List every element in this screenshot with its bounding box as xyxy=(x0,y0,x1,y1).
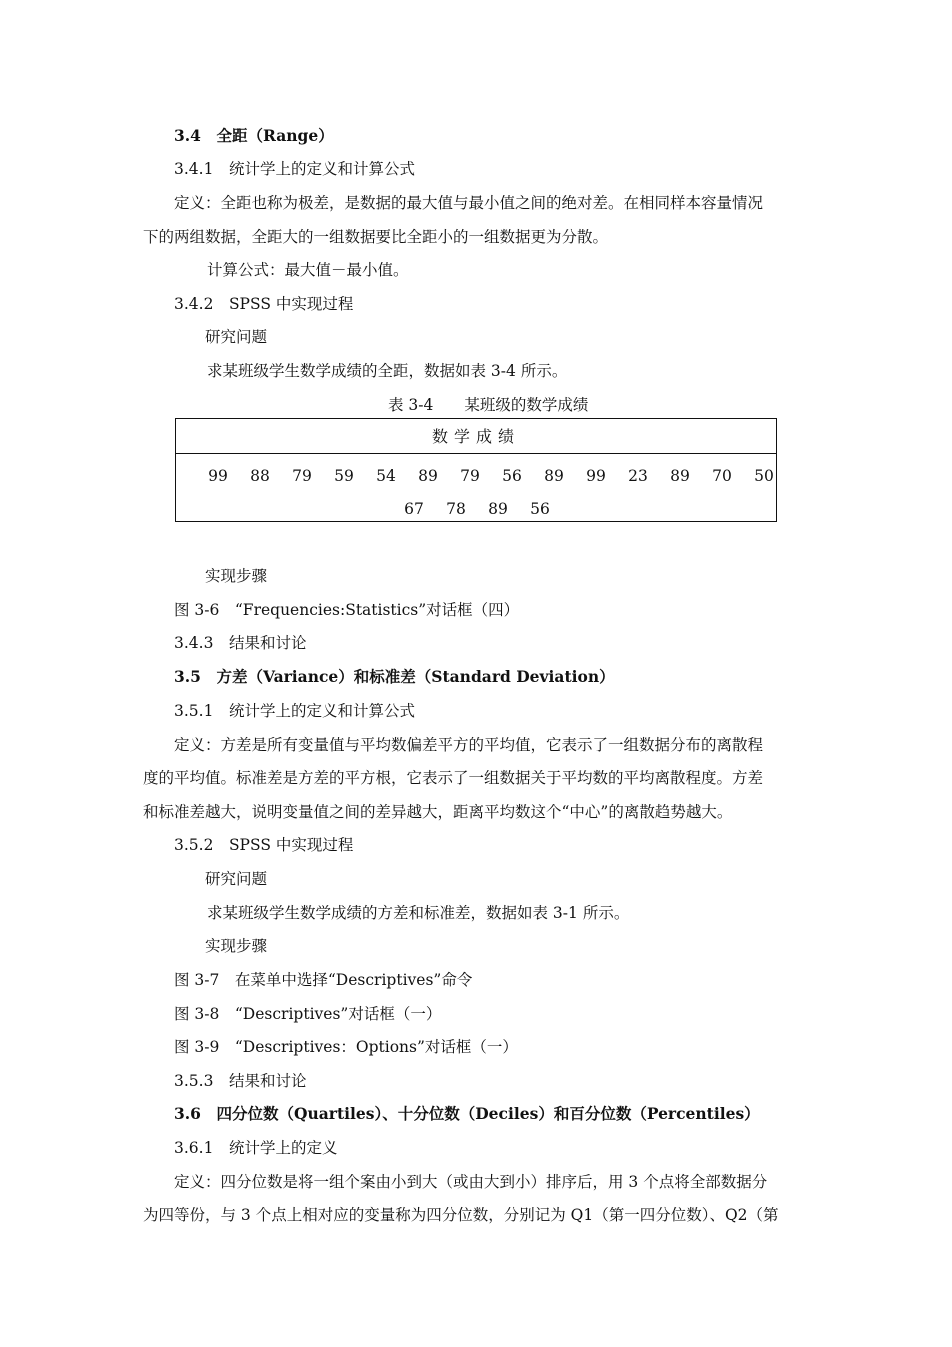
steps-label: 实现步骤 xyxy=(205,937,268,955)
table-cell: 89 xyxy=(418,467,438,485)
table-cell: 56 xyxy=(530,500,550,518)
table-cell: 89 xyxy=(544,467,564,485)
section-heading-3-4: 3.4 全距（Range） xyxy=(174,126,334,145)
research-question-text: 求某班级学生数学成绩的全距，数据如表 3-4 所示。 xyxy=(207,362,568,380)
subsection-heading-3-5-3: 3.5.3 结果和讨论 xyxy=(174,1072,307,1090)
definition-line-1: 定义：全距也称为极差，是数据的最大值与最小值之间的绝对差。在相同样本容量情况 xyxy=(174,194,764,212)
table-cell: 99 xyxy=(208,467,228,485)
table-cell: 56 xyxy=(502,467,522,485)
subsection-heading-3-5-2: 3.5.2 SPSS 中实现过程 xyxy=(174,836,354,854)
figure-caption-3-6: 图 3-6 “Frequencies:Statistics”对话框（四） xyxy=(174,601,520,619)
table-header: 数学成绩 xyxy=(176,419,776,454)
table-cell: 59 xyxy=(334,467,354,485)
research-question-label: 研究问题 xyxy=(205,870,268,888)
table-cell: 54 xyxy=(376,467,396,485)
figure-caption-3-9: 图 3-9 “Descriptives：Options”对话框（一） xyxy=(174,1038,518,1056)
definition-line-2: 度的平均值。标准差是方差的平方根，它表示了一组数据关于平均数的平均离散程度。方差 xyxy=(143,769,764,787)
research-question-text: 求某班级学生数学成绩的方差和标准差，数据如表 3-1 所示。 xyxy=(207,904,630,922)
table-cell: 79 xyxy=(292,467,312,485)
section-heading-3-6: 3.6 四分位数（Quartiles）、十分位数（Deciles）和百分位数（Percentiles） xyxy=(174,1104,760,1123)
table-row-2 xyxy=(176,497,776,521)
subsection-heading-3-5-1: 3.5.1 统计学上的定义和计算公式 xyxy=(174,702,415,720)
definition-line-2: 为四等份，与 3 个点上相对应的变量称为四分位数，分别记为 Q1（第一四分位数）、Q2（第 xyxy=(143,1206,779,1224)
table-cell: 78 xyxy=(446,500,466,518)
table-cell: 89 xyxy=(670,467,690,485)
table-cell: 88 xyxy=(250,467,270,485)
table-cell: 67 xyxy=(404,500,424,518)
formula-text: 计算公式：最大值－最小值。 xyxy=(207,261,409,279)
table-cell: 50 xyxy=(754,467,774,485)
figure-caption-3-8: 图 3-8 “Descriptives”对话框（一） xyxy=(174,1005,442,1023)
table-caption: 表 3-4 某班级的数学成绩 xyxy=(388,396,589,414)
table-cell: 89 xyxy=(488,500,508,518)
subsection-heading-3-6-1: 3.6.1 统计学上的定义 xyxy=(174,1139,338,1157)
research-question-label: 研究问题 xyxy=(205,328,268,346)
subsection-heading-3-4-2: 3.4.2 SPSS 中实现过程 xyxy=(174,295,354,313)
table-cell: 23 xyxy=(628,467,648,485)
table-cell: 79 xyxy=(460,467,480,485)
subsection-heading-3-4-1: 3.4.1 统计学上的定义和计算公式 xyxy=(174,160,415,178)
table-cell: 99 xyxy=(586,467,606,485)
figure-caption-3-7: 图 3-7 在菜单中选择“Descriptives”命令 xyxy=(174,971,473,989)
definition-line-3: 和标准差越大，说明变量值之间的差异越大，距离平均数这个“中心”的离散趋势越大。 xyxy=(143,803,733,821)
subsection-heading-3-4-3: 3.4.3 结果和讨论 xyxy=(174,634,307,652)
section-heading-3-5: 3.5 方差（Variance）和标准差（Standard Deviation） xyxy=(174,667,615,686)
math-scores-table xyxy=(175,418,777,522)
definition-line-1: 定义：方差是所有变量值与平均数偏差平方的平均值，它表示了一组数据分布的离散程 xyxy=(174,736,764,754)
table-row-1 xyxy=(176,464,776,488)
steps-label: 实现步骤 xyxy=(205,567,268,585)
definition-line-1: 定义：四分位数是将一组个案由小到大（或由大到小）排序后，用 3 个点将全部数据分 xyxy=(174,1173,768,1191)
table-cell: 70 xyxy=(712,467,732,485)
definition-line-2: 下的两组数据，全距大的一组数据要比全距小的一组数据更为分散。 xyxy=(143,228,609,246)
